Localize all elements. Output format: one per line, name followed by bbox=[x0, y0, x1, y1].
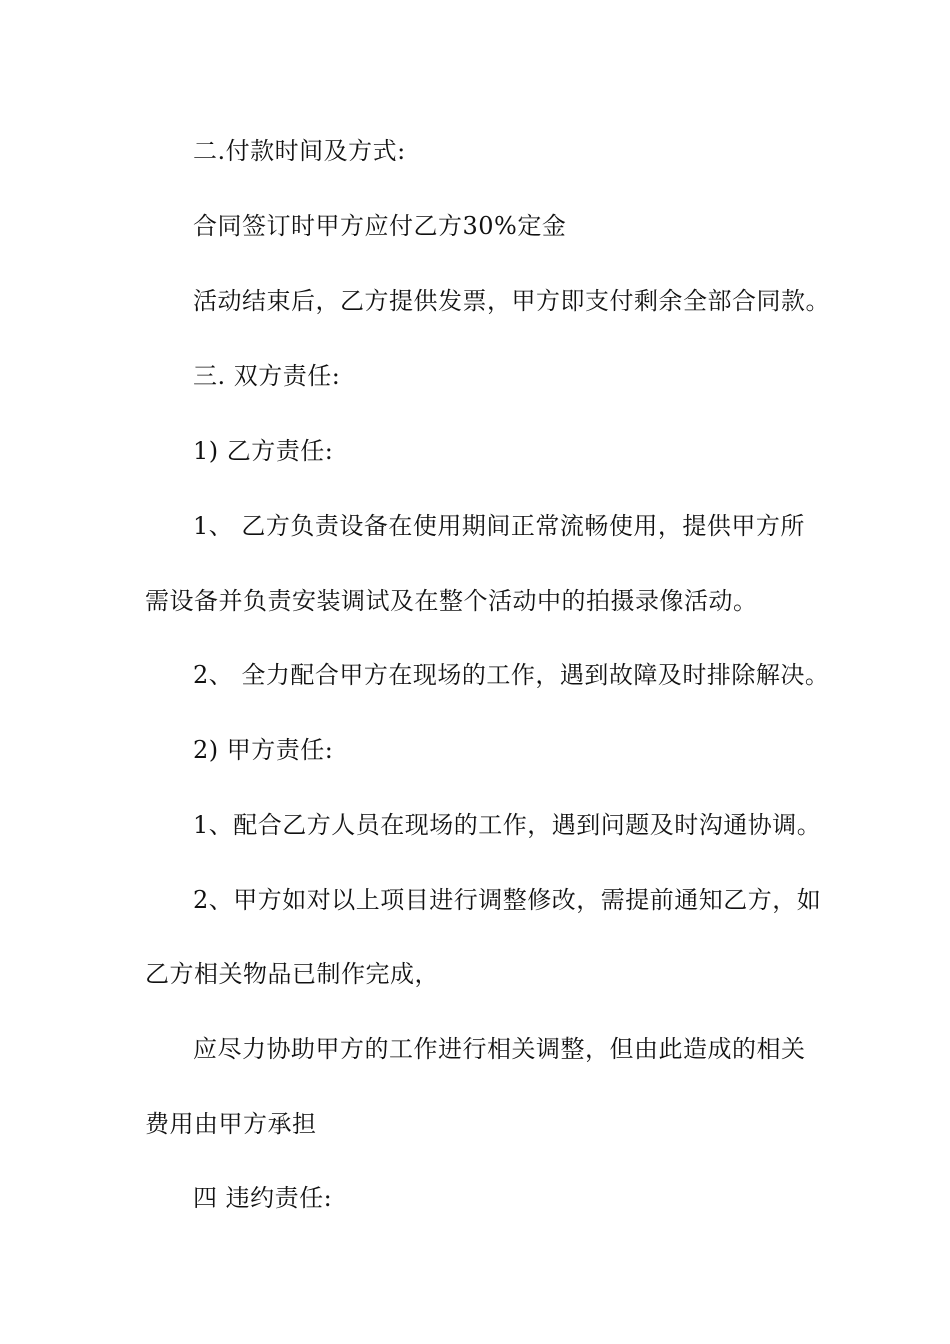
paragraph-adjustment-continued: 费用由甲方承担 bbox=[145, 1110, 317, 1138]
section-heading-responsibilities: 三. 双方责任: bbox=[193, 362, 341, 390]
subheading-party-b: 1) 乙方责任: bbox=[193, 437, 334, 465]
party-b-item-2: 2、 全力配合甲方在现场的工作，遇到故障及时排除解决。 bbox=[193, 661, 830, 689]
paragraph-adjustment: 应尽力协助甲方的工作进行相关调整，但由此造成的相关 bbox=[193, 1035, 806, 1063]
section-heading-breach: 四 违约责任: bbox=[193, 1184, 333, 1212]
party-a-item-1: 1、配合乙方人员在现场的工作，遇到问题及时沟通协调。 bbox=[193, 811, 822, 839]
section-heading-payment: 二.付款时间及方式: bbox=[193, 137, 406, 165]
party-b-item-1: 1、 乙方负责设备在使用期间正常流畅使用，提供甲方所 bbox=[193, 512, 805, 540]
party-a-item-2-continued: 乙方相关物品已制作完成， bbox=[145, 960, 439, 988]
paragraph-final-payment: 活动结束后，乙方提供发票，甲方即支付剩余全部合同款。 bbox=[193, 287, 830, 315]
party-b-item-1-continued: 需设备并负责安装调试及在整个活动中的拍摄录像活动。 bbox=[145, 587, 758, 615]
paragraph-deposit: 合同签订时甲方应付乙方30%定金 bbox=[193, 212, 567, 240]
party-a-item-2: 2、甲方如对以上项目进行调整修改，需提前通知乙方，如 bbox=[193, 886, 822, 914]
subheading-party-a: 2) 甲方责任: bbox=[193, 736, 334, 764]
